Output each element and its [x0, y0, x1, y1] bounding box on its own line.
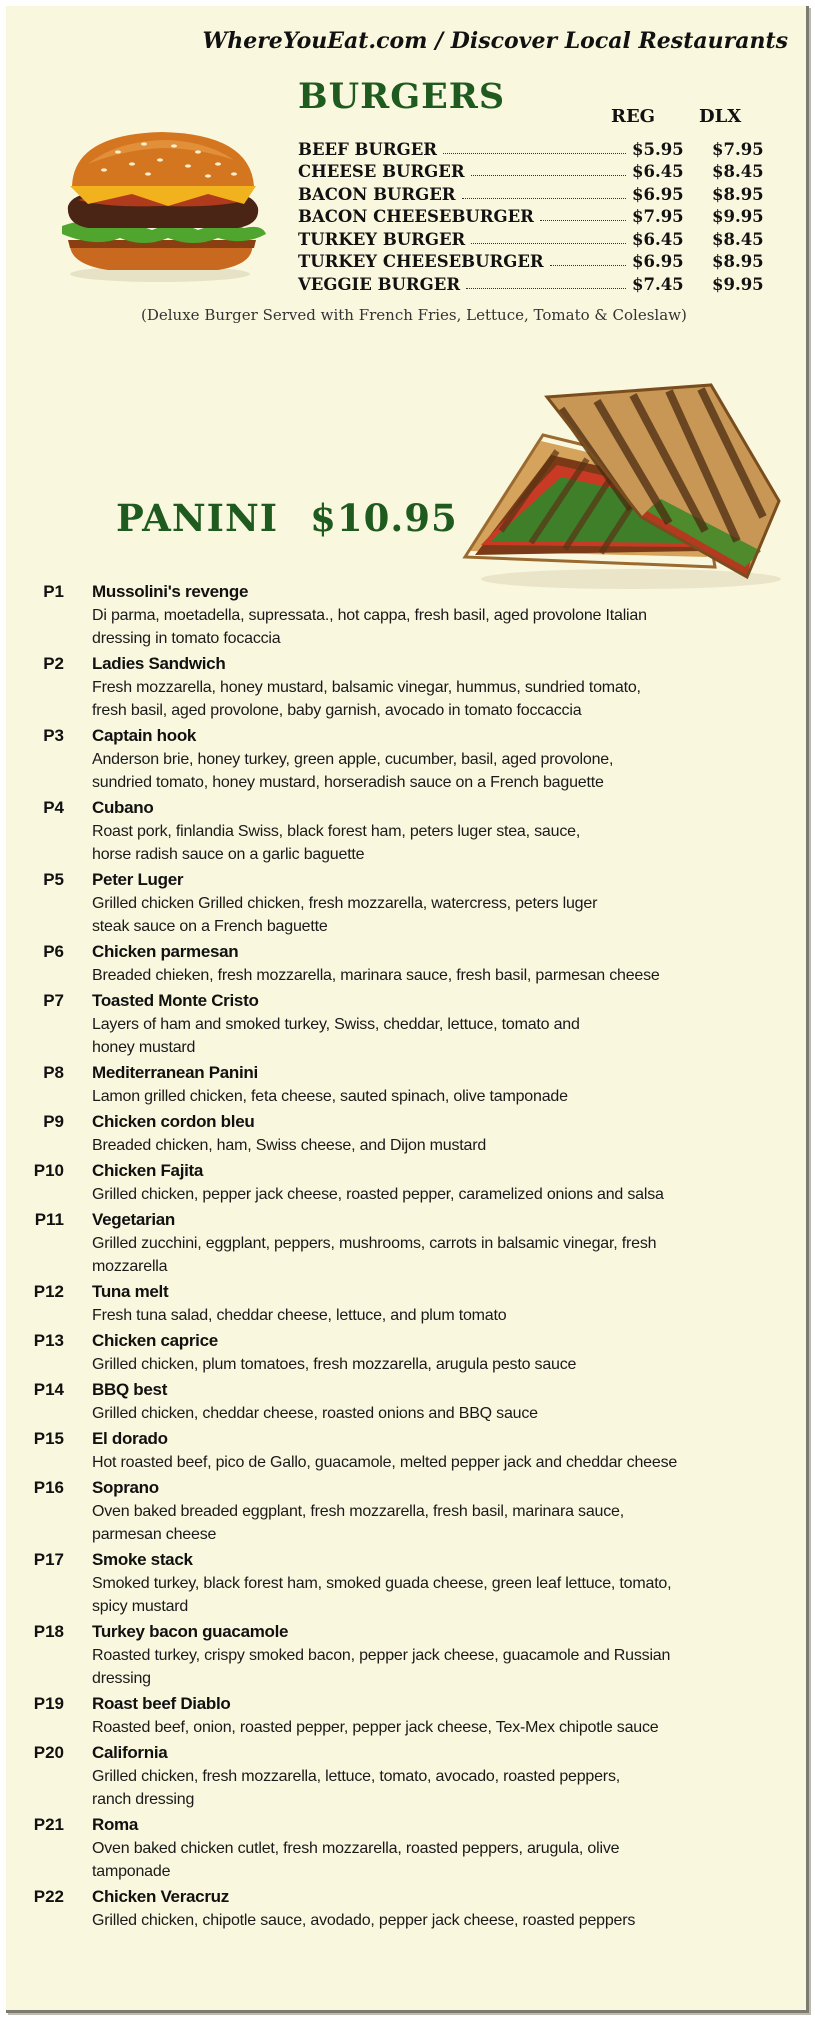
panini-item — [6, 796, 806, 866]
panini-body — [92, 868, 752, 938]
panini-code: P5 — [43, 870, 64, 889]
burger-photo — [48, 124, 278, 284]
panini-description-line: steak sauce on a French baguette — [92, 918, 328, 935]
panini-description-line: Oven baked chicken cutlet, fresh mozzarella, roasted peppers, arugula, olive — [92, 1840, 620, 1857]
burger-name: BACON BURGER — [298, 184, 456, 204]
panini-name: Captain hook — [92, 726, 197, 745]
panini-body — [92, 1692, 752, 1739]
panini-description-line: honey mustard — [92, 1039, 196, 1056]
panini-description-line: Anderson brie, honey turkey, green apple, cucumber, basil, aged provolone, — [92, 751, 614, 768]
panini-item — [6, 1159, 806, 1206]
dlx-price: $8.95 — [712, 252, 764, 271]
burger-name: TURKEY CHEESEBURGER — [298, 252, 544, 271]
menu-page — [6, 6, 809, 2013]
panini-body — [92, 1741, 752, 1811]
panini-description-line: Grilled chicken, chipotle sauce, avodado, pepper jack cheese, roasted peppers — [92, 1912, 636, 1929]
panini-body — [92, 796, 752, 866]
panini-item — [6, 1885, 806, 1932]
burger-name: TURKEY BURGER — [298, 229, 466, 249]
reg-price: $7.45 — [632, 274, 684, 294]
panini-code: P7 — [43, 991, 64, 1010]
burgers-title: BURGERS — [298, 76, 506, 117]
panini-description-line: Fresh mozzarella, honey mustard, balsamic vinegar, hummus, sundried tomato, — [92, 679, 641, 696]
panini-item — [6, 1208, 806, 1278]
panini-body — [92, 940, 752, 987]
burger-row — [298, 181, 788, 204]
panini-description-line: horse radish sauce on a garlic baguette — [92, 846, 365, 863]
reg-price: $6.95 — [632, 252, 684, 271]
panini-item — [6, 1427, 806, 1474]
panini-item — [6, 868, 806, 938]
panini-item — [6, 1280, 806, 1327]
panini-name: Toasted Monte Cristo — [92, 991, 259, 1010]
panini-item — [6, 940, 806, 987]
panini-description-line: Roast pork, finlandia Swiss, black forest ham, peters luger stea, sauce, — [92, 823, 581, 840]
panini-name: Chicken cordon bleu — [92, 1112, 255, 1131]
panini-item — [6, 1476, 806, 1546]
panini-name: Tuna melt — [92, 1282, 169, 1301]
panini-body — [92, 1885, 752, 1932]
burger-name: CHEESE BURGER — [298, 162, 465, 181]
dlx-price: $9.95 — [712, 207, 764, 226]
panini-code: P20 — [33, 1743, 64, 1762]
panini-item — [6, 1741, 806, 1811]
burger-row — [298, 136, 788, 159]
panini-name: BBQ best — [92, 1380, 168, 1399]
reg-price: $6.95 — [632, 184, 684, 204]
panini-body — [92, 1208, 752, 1278]
panini-item — [6, 1329, 806, 1376]
dlx-price: $8.95 — [712, 184, 764, 204]
panini-title — [116, 496, 458, 540]
panini-description-line: Roasted beef, onion, roasted pepper, pepper jack cheese, Tex-Mex chipotle sauce — [92, 1719, 659, 1736]
panini-code: P18 — [33, 1622, 64, 1641]
panini-code: P15 — [33, 1429, 64, 1448]
panini-description-line: spicy mustard — [92, 1598, 189, 1615]
panini-description-line: parmesan cheese — [92, 1526, 217, 1543]
panini-name: Roast beef Diablo — [92, 1694, 231, 1713]
panini-name: Cubano — [92, 798, 154, 817]
panini-body — [92, 1548, 752, 1618]
dotted-leader — [550, 265, 626, 266]
burger-name: BACON CHEESEBURGER — [298, 207, 534, 226]
panini-description-line: Grilled zucchini, eggplant, peppers, mushrooms, carrots in balsamic vinegar, fresh — [92, 1235, 657, 1252]
panini-item — [6, 652, 806, 722]
panini-name: Mediterranean Panini — [92, 1063, 258, 1082]
panini-body — [92, 1159, 752, 1206]
panini-name: Chicken caprice — [92, 1331, 218, 1350]
dlx-price: $8.45 — [712, 229, 764, 249]
panini-description-line: Layers of ham and smoked turkey, Swiss, cheddar, lettuce, tomato and — [92, 1016, 580, 1033]
panini-item — [6, 989, 806, 1059]
panini-name: El dorado — [92, 1429, 168, 1448]
panini-body — [92, 1378, 752, 1425]
panini-code: P10 — [33, 1161, 64, 1180]
panini-description-line: Oven baked breaded eggplant, fresh mozzarella, fresh basil, marinara sauce, — [92, 1503, 624, 1520]
reg-price: $7.95 — [632, 207, 684, 226]
panini-description-line: Roasted turkey, crispy smoked bacon, pepper jack cheese, guacamole and Russian — [92, 1647, 671, 1664]
burger-price-list — [298, 136, 788, 294]
panini-item — [6, 1378, 806, 1425]
panini-code: P3 — [43, 726, 64, 745]
dlx-price: $7.95 — [712, 139, 764, 159]
panini-body — [92, 1813, 752, 1883]
dlx-column-header: DLX — [699, 106, 742, 127]
burger-row — [298, 159, 788, 182]
panini-code: P16 — [33, 1478, 64, 1497]
panini-name: Chicken parmesan — [92, 942, 239, 961]
burger-row — [298, 271, 788, 294]
panini-item — [6, 724, 806, 794]
panini-description-line: fresh basil, aged provolone, baby garnish, avocado in tomato foccaccia — [92, 702, 582, 719]
panini-code: P19 — [33, 1694, 64, 1713]
panini-description-line: Breaded chicken, ham, Swiss cheese, and Dijon mustard — [92, 1137, 487, 1154]
dotted-leader — [466, 288, 626, 289]
panini-description-line: dressing in tomato focaccia — [92, 630, 281, 647]
panini-item — [6, 1620, 806, 1690]
panini-code: P21 — [33, 1815, 64, 1834]
panini-code: P6 — [43, 942, 64, 961]
panini-code: P4 — [43, 798, 64, 817]
panini-item — [6, 1110, 806, 1157]
panini-name: Chicken Fajita — [92, 1161, 204, 1180]
panini-name: Roma — [92, 1815, 139, 1834]
panini-body — [92, 989, 752, 1059]
panini-description-line: Fresh tuna salad, cheddar cheese, lettuce, and plum tomato — [92, 1307, 507, 1324]
panini-name: Turkey bacon guacamole — [92, 1622, 289, 1641]
dotted-leader — [471, 175, 626, 176]
panini-name: Ladies Sandwich — [92, 654, 226, 673]
panini-description-line: Di parma, moetadella, supressata., hot cappa, fresh basil, aged provolone Italian — [92, 607, 647, 624]
panini-body — [92, 1110, 752, 1157]
panini-body — [92, 724, 752, 794]
panini-item — [6, 580, 806, 650]
panini-code: P17 — [33, 1550, 64, 1569]
reg-price: $6.45 — [632, 229, 684, 249]
panini-code: P1 — [43, 582, 64, 601]
panini-body — [92, 1061, 752, 1108]
burger-name: VEGGIE BURGER — [298, 274, 461, 294]
reg-column-header: REG — [611, 106, 656, 127]
panini-description-line: Breaded chieken, fresh mozzarella, marinara sauce, fresh basil, parmesan cheese — [92, 967, 660, 984]
burger-row — [298, 226, 788, 249]
panini-code: P2 — [43, 654, 64, 673]
panini-name: Chicken Veracruz — [92, 1887, 229, 1906]
panini-description-line: Hot roasted beef, pico de Gallo, guacamole, melted pepper jack and cheddar cheese — [92, 1454, 678, 1471]
panini-description-line: mozzarella — [92, 1258, 168, 1275]
panini-body — [92, 580, 752, 650]
panini-body — [92, 1329, 752, 1376]
panini-body — [92, 1476, 752, 1546]
dotted-leader — [443, 153, 626, 154]
panini-name: Vegetarian — [92, 1210, 175, 1229]
panini-description-line: sundried tomato, honey mustard, horseradish sauce on a French baguette — [92, 774, 604, 791]
panini-description-line: ranch dressing — [92, 1791, 195, 1808]
reg-price: $6.45 — [632, 162, 684, 181]
panini-body — [92, 652, 752, 722]
panini-sandwich-photo — [461, 381, 791, 596]
burger-row — [298, 249, 788, 272]
panini-code: P12 — [33, 1282, 64, 1301]
burger-name: BEEF BURGER — [298, 139, 437, 159]
panini-body — [92, 1620, 752, 1690]
panini-description-line: tamponade — [92, 1863, 171, 1880]
panini-code: P13 — [33, 1331, 64, 1350]
panini-name: Smoke stack — [92, 1550, 193, 1569]
panini-name: Peter Luger — [92, 870, 184, 889]
panini-item — [6, 1548, 806, 1618]
panini-description-line: Grilled chicken, plum tomatoes, fresh mozzarella, arugula pesto sauce — [92, 1356, 577, 1373]
panini-item — [6, 1061, 806, 1108]
panini-code: P9 — [43, 1112, 64, 1131]
panini-list — [6, 580, 806, 1934]
panini-item — [6, 1692, 806, 1739]
panini-name: Mussolini's revenge — [92, 582, 249, 601]
dlx-price: $8.45 — [712, 162, 764, 181]
panini-description-line: Grilled chicken, cheddar cheese, roasted onions and BBQ sauce — [92, 1405, 538, 1422]
panini-body — [92, 1427, 752, 1474]
panini-name: California — [92, 1743, 168, 1762]
site-header[interactable]: WhereYouEat.com / Discover Local Restaurants — [202, 28, 788, 54]
panini-code: P8 — [43, 1063, 64, 1082]
panini-code: P11 — [34, 1210, 64, 1229]
panini-name: Soprano — [92, 1478, 159, 1497]
panini-description-line: Lamon grilled chicken, feta cheese, sauted spinach, olive tamponade — [92, 1088, 568, 1105]
panini-item — [6, 1813, 806, 1883]
panini-description-line: Grilled chicken, pepper jack cheese, roasted pepper, caramelized onions and salsa — [92, 1186, 664, 1203]
dotted-leader — [462, 198, 626, 199]
dotted-leader — [540, 220, 626, 221]
panini-price: $10.95 — [310, 496, 458, 540]
panini-description-line: Grilled chicken, fresh mozzarella, lettuce, tomato, avocado, roasted peppers, — [92, 1768, 620, 1785]
dlx-price: $9.95 — [712, 274, 764, 294]
panini-description-line: dressing — [92, 1670, 151, 1687]
panini-description-line: Grilled chicken Grilled chicken, fresh mozzarella, watercress, peters luger — [92, 895, 598, 912]
panini-code: P14 — [33, 1380, 64, 1399]
panini-title-text: PANINI — [116, 496, 279, 540]
dotted-leader — [471, 243, 626, 244]
panini-code: P22 — [33, 1887, 64, 1906]
reg-price: $5.95 — [632, 139, 684, 159]
panini-description-line: Smoked turkey, black forest ham, smoked guada cheese, green leaf lettuce, tomato, — [92, 1575, 672, 1592]
burger-deluxe-note: (Deluxe Burger Served with French Fries, Lettuce, Tomato & Coleslaw) — [141, 306, 687, 324]
panini-body — [92, 1280, 752, 1327]
burger-row — [298, 204, 788, 227]
